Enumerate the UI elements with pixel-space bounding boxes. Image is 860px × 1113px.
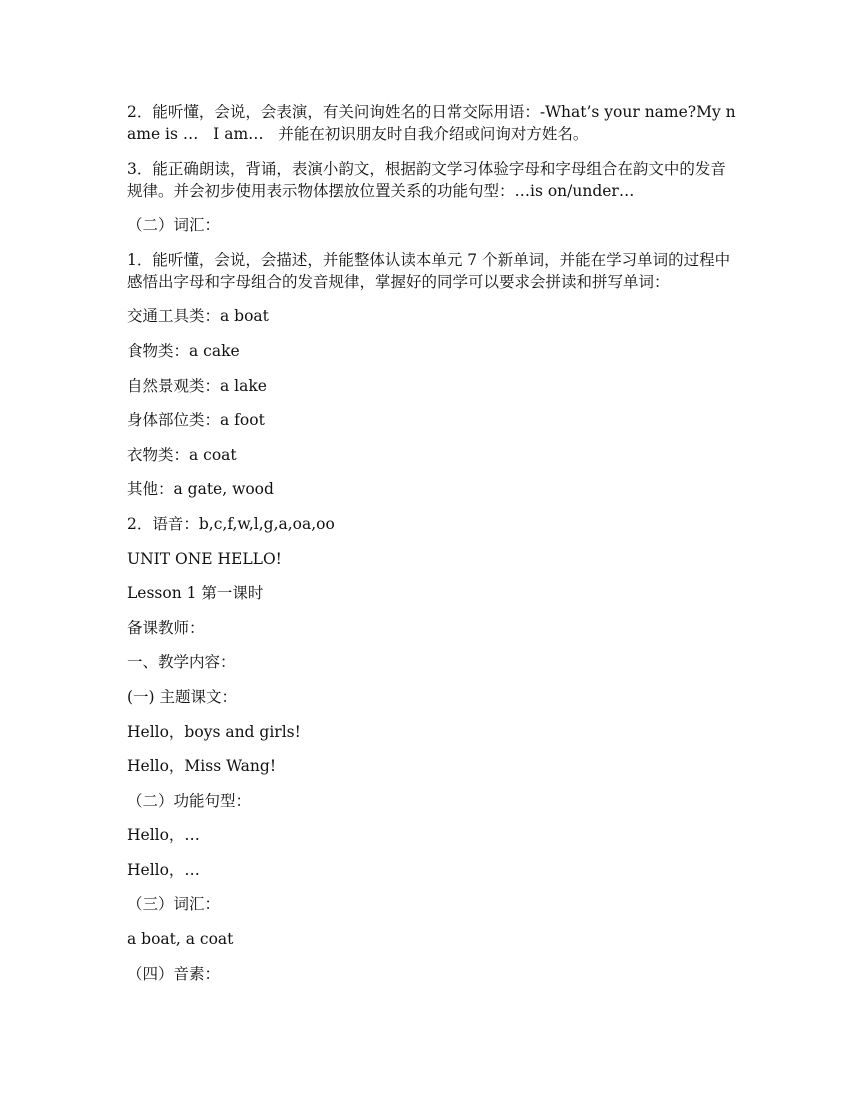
phonics-line: 2．语音：b,c,f,w,l,g,a,oa,oo xyxy=(127,514,335,533)
heading-function-sentences: （二）功能句型： xyxy=(127,791,252,810)
vocab-transport: 交通工具类：a boat xyxy=(127,307,269,326)
paragraph-objective-3: 3．能正确朗读，背诵，表演小韵文，根据韵文学习体验字母和字母组合在韵文中的发音规律。并会初步使用表示物体摆放位置关系的功能句型：…is on/under… xyxy=(127,159,726,200)
dialogue-line-1: Hello，boys and girls! xyxy=(127,722,301,741)
heading-lesson-vocabulary: （三）词汇： xyxy=(127,895,221,914)
heading-main-text: (一) 主题课文： xyxy=(127,687,238,706)
heading-teaching-content: 一、教学内容： xyxy=(127,653,236,672)
vocab-body: 身体部位类：a foot xyxy=(127,411,265,430)
teacher-line: 备课教师： xyxy=(127,618,205,637)
paragraph-vocabulary-1: 1．能听懂，会说，会描述，并能整体认读本单元 7 个新单词，并能在学习单词的过程中感悟出字母和字母组合的发音规律，掌握好的同学可以要求会拼读和拼写单词： xyxy=(127,250,731,291)
vocab-nature: 自然景观类：a lake xyxy=(127,376,267,395)
lesson-title: Lesson 1 第一课时 xyxy=(127,584,264,603)
vocab-other: 其他：a gate, wood xyxy=(127,480,274,499)
dialogue-line-2: Hello，Miss Wang! xyxy=(127,757,277,776)
function-sentence-1: Hello，… xyxy=(127,826,200,845)
function-sentence-2: Hello，… xyxy=(127,860,200,879)
paragraph-objective-2: 2．能听懂，会说，会表演，有关问询姓名的日常交际用语：-What’s your name?My name is … I am… 并能在初识朋友时自我介绍或问询对方姓名。 xyxy=(127,103,736,143)
unit-title: UNIT ONE HELLO! xyxy=(127,549,282,568)
document-body xyxy=(127,101,737,985)
heading-phonemes: （四）音素： xyxy=(127,964,221,983)
vocab-clothing: 衣物类：a coat xyxy=(127,445,237,464)
heading-vocabulary: （二）词汇： xyxy=(127,216,221,235)
lesson-vocabulary-words: a boat, a coat xyxy=(127,930,234,949)
vocab-food: 食物类：a cake xyxy=(127,341,240,360)
